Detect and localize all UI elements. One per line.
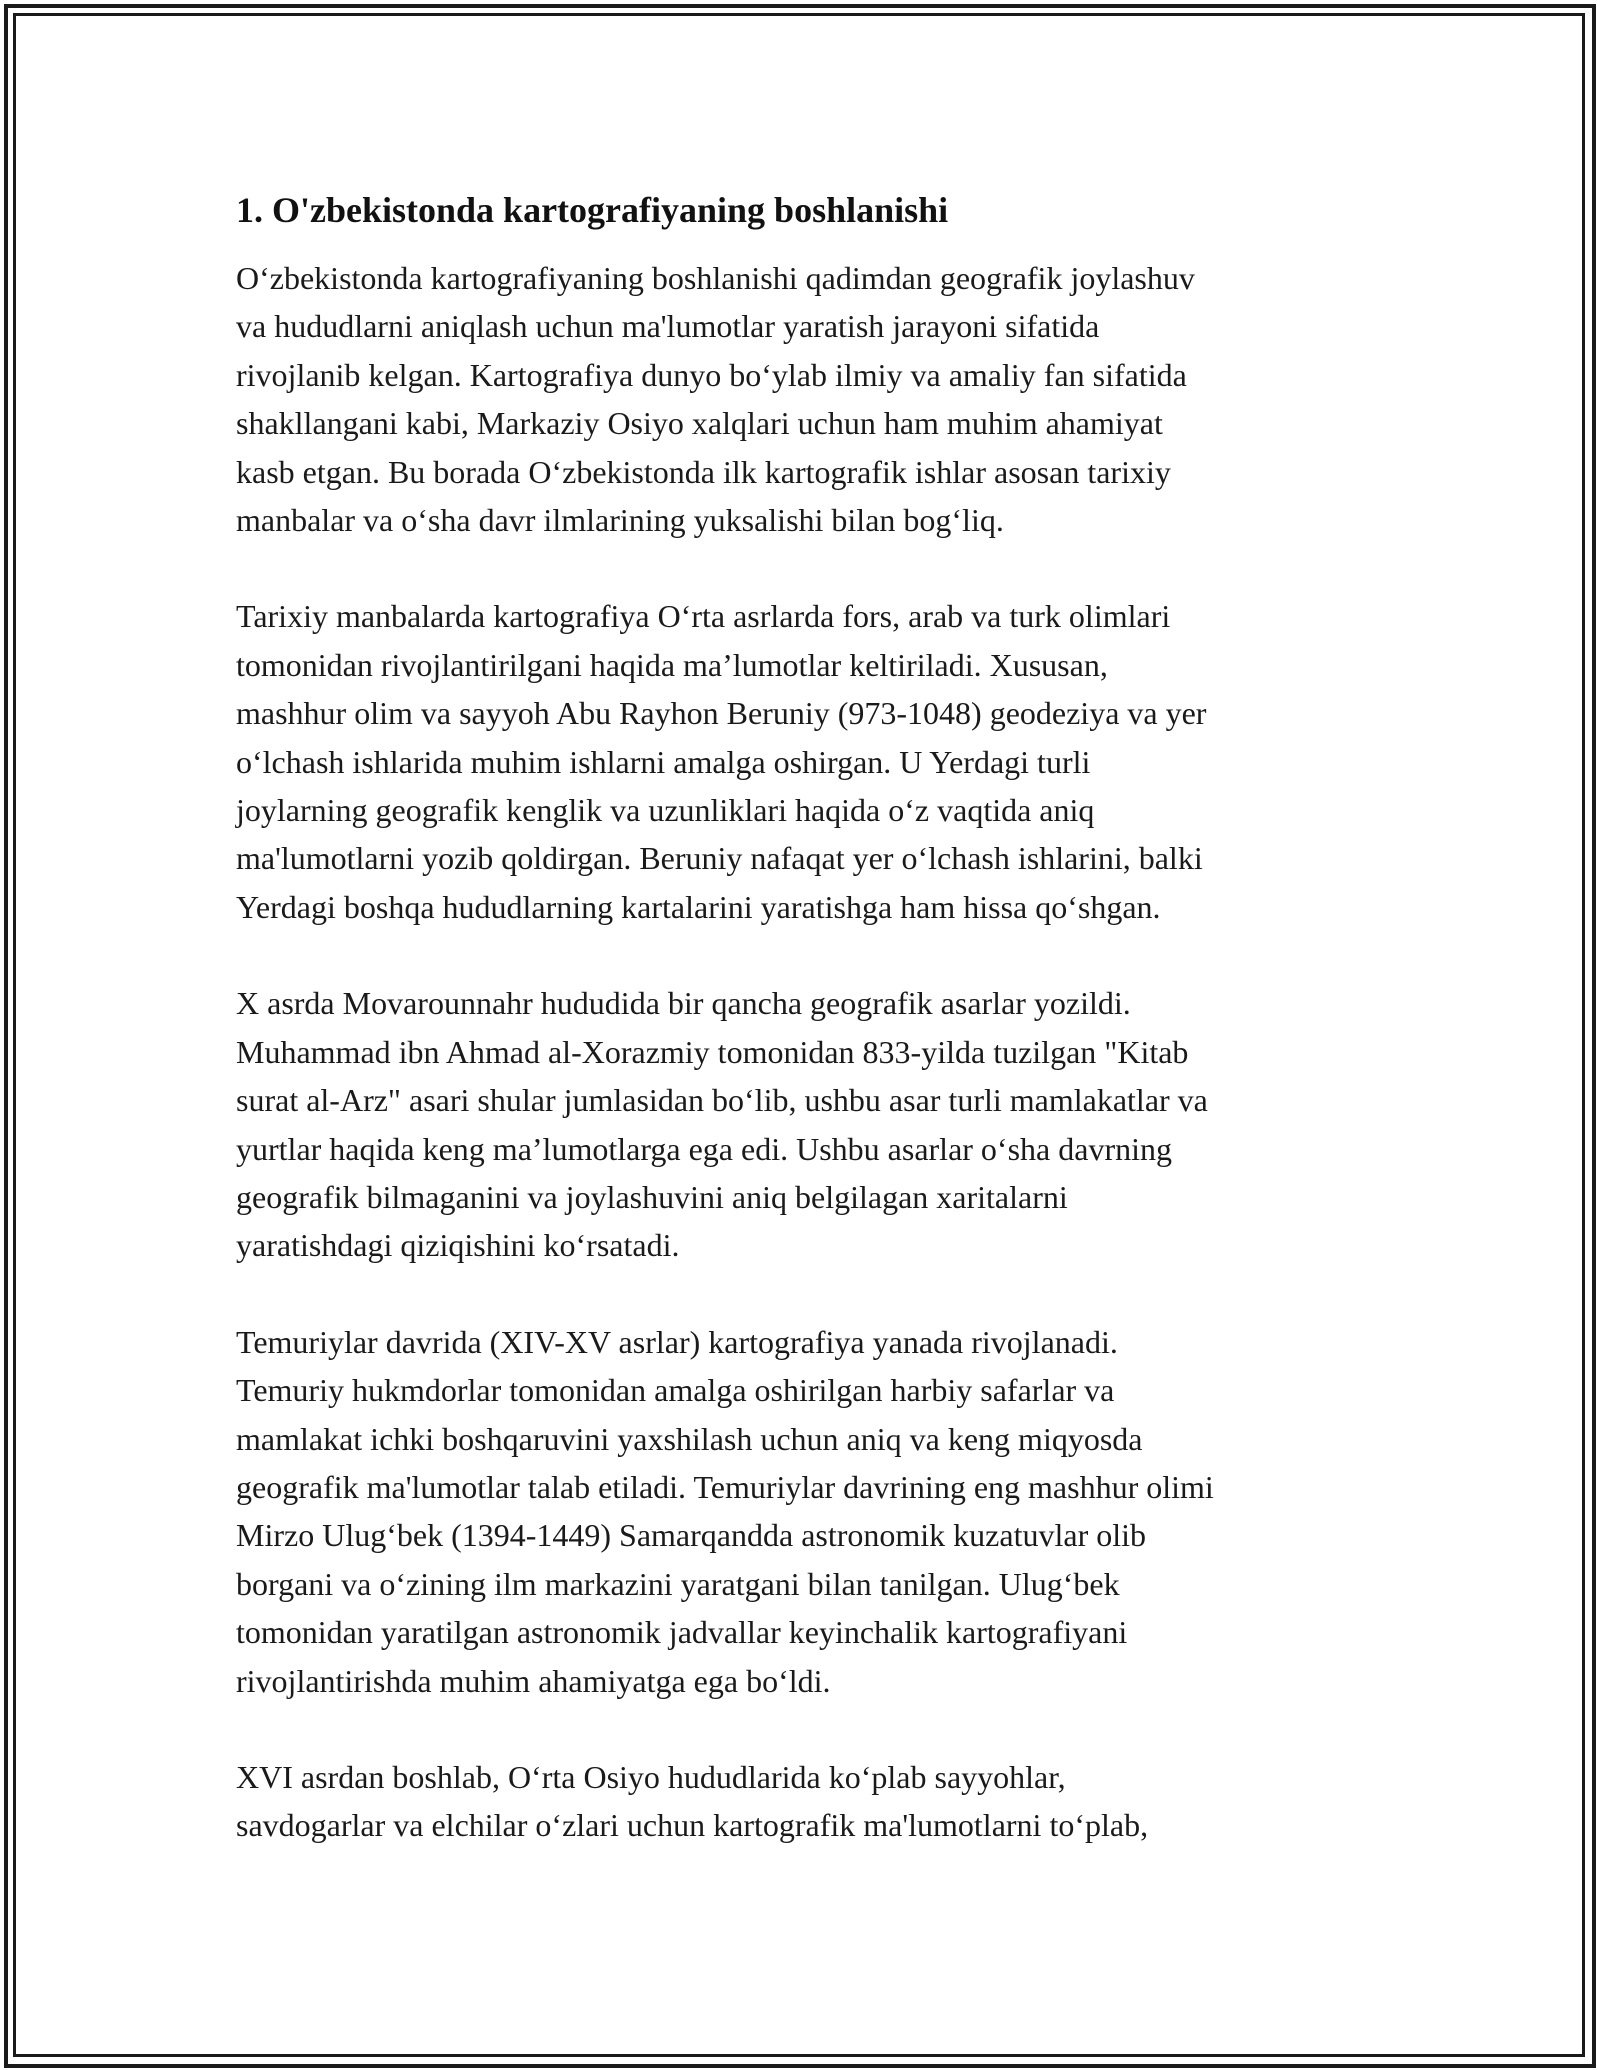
paragraph-line: va hududlarni aniqlash uchun ma'lumotlar yaratish jarayoni sifatida <box>236 308 1100 345</box>
paragraph-line: Temuriylar davrida (XIV-XV asrlar) kartografiya yanada rivojlanadi. <box>236 1323 1118 1360</box>
document-body <box>236 186 1366 1898</box>
paragraph-line: Temuriy hukmdorlar tomonidan amalga oshirilgan harbiy safarlar va <box>236 1372 1115 1409</box>
paragraph-line: Muhammad ibn Ahmad al-Xorazmiy tomonidan 833-yilda tuzilgan "Kitab <box>236 1033 1189 1070</box>
paragraph-line: surat al-Arz" asari shular jumlasidan bo‘lib, ushbu asar turli mamlakatlar va <box>236 1082 1208 1119</box>
paragraph-line: kasb etgan. Bu borada O‘zbekistonda ilk kartografik ishlar asosan tarixiy <box>236 453 1171 490</box>
paragraph-list <box>236 254 1366 1850</box>
paragraph-line: ma'lumotlarni yozib qoldirgan. Beruniy nafaqat yer o‘lchash ishlarini, balki <box>236 840 1203 877</box>
paragraph-line: manbalar va o‘sha davr ilmlarining yuksalishi bilan bog‘liq. <box>236 502 1004 539</box>
paragraph-line: O‘zbekistonda kartografiyaning boshlanishi qadimdan geografik joylashuv <box>236 260 1195 296</box>
paragraph-line: yaratishdagi qiziqishini ko‘rsatadi. <box>236 1227 680 1264</box>
paragraph-line: joylarning geografik kenglik va uzunliklari haqida o‘z vaqtida aniq <box>236 792 1095 829</box>
paragraph <box>236 254 1366 544</box>
paragraph-line: rivojlantirishda muhim ahamiyatga ega bo‘ldi. <box>236 1662 831 1699</box>
paragraph-line: Yerdagi boshqa hududlarning kartalarini yaratishga ham hissa qo‘shgan. <box>236 888 1161 925</box>
paragraph <box>236 979 1366 1269</box>
paragraph-line: XVI asrdan boshlab, O‘rta Osiyo hududlarida ko‘plab sayyohlar, <box>236 1758 1066 1795</box>
paragraph-line: rivojlanib kelgan. Kartografiya dunyo bo‘ylab ilmiy va amaliy fan sifatida <box>236 356 1187 393</box>
paragraph-line: yurtlar haqida keng ma’lumotlarga ega edi. Ushbu asarlar o‘sha davrning <box>236 1130 1172 1167</box>
paragraph <box>236 1318 1366 1705</box>
paragraph-line: mashhur olim va sayyoh Abu Rayhon Beruniy (973-1048) geodeziya va yer <box>236 695 1207 732</box>
section-heading: 1. O'zbekistonda kartografiyaning boshlanishi <box>236 190 949 230</box>
paragraph-line: geografik bilmaganini va joylashuvini aniq belgilagan xaritalarni <box>236 1178 1068 1215</box>
paragraph-line: borgani va o‘zining ilm markazini yaratgani bilan tanilgan. Ulug‘bek <box>236 1565 1120 1602</box>
paragraph-line: shakllangani kabi, Markaziy Osiyo xalqlari uchun ham muhim ahamiyat <box>236 405 1163 442</box>
paragraph-line: savdogarlar va elchilar o‘zlari uchun kartografik ma'lumotlarni to‘plab, <box>236 1807 1149 1844</box>
paragraph-line: tomonidan yaratilgan astronomik jadvallar keyinchalik kartografiyani <box>236 1614 1128 1651</box>
paragraph-line: X asrda Movarounnahr hududida bir qancha geografik asarlar yozildi. <box>236 985 1131 1022</box>
paragraph <box>236 1753 1366 1850</box>
paragraph <box>236 592 1366 931</box>
paragraph-line: tomonidan rivojlantirilgani haqida ma’lumotlar keltiriladi. Xususan, <box>236 646 1108 683</box>
paragraph-line: geografik ma'lumotlar talab etiladi. Temuriylar davrining eng mashhur olimi <box>236 1468 1214 1505</box>
paragraph-line: mamlakat ichki boshqaruvini yaxshilash uchun aniq va keng miqyosda <box>236 1420 1143 1457</box>
paragraph-line: Mirzo Ulug‘bek (1394-1449) Samarqandda astronomik kuzatuvlar olib <box>236 1517 1146 1554</box>
paragraph-line: o‘lchash ishlarida muhim ishlarni amalga oshirgan. U Yerdagi turli <box>236 743 1091 780</box>
paragraph-line: Tarixiy manbalarda kartografiya O‘rta asrlarda fors, arab va turk olimlari <box>236 598 1171 635</box>
